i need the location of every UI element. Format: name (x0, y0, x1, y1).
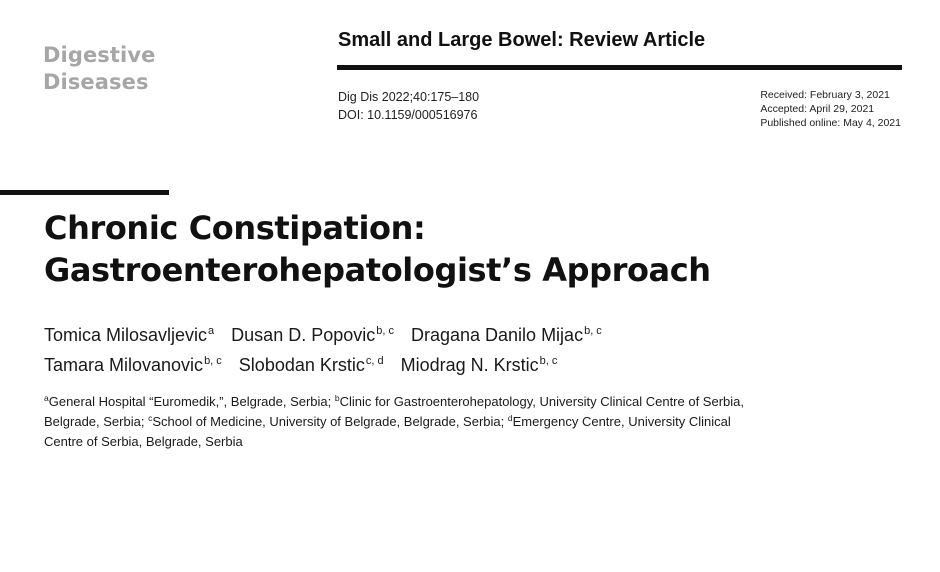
author-name: Slobodan Krstic (238, 355, 365, 375)
author-name: Miodrag N. Krstic (400, 355, 539, 375)
affiliation-text: Emergency Centre, University Clinical Centre of Serbia, Belgrade, Serbia (44, 414, 731, 449)
affiliations (44, 392, 744, 452)
publication-dates (760, 88, 901, 130)
author (411, 325, 602, 345)
section-heading: Small and Large Bowel: Review Article (338, 29, 706, 51)
author-line (44, 320, 904, 350)
citation-doi[interactable]: DOI: 10.1159/000516976 (338, 108, 478, 122)
author-name: Tamara Milovanovic (44, 355, 204, 375)
author-affiliation-mark: b, c (584, 325, 602, 337)
affiliation-text: Clinic for Gastroenterohepatology, University Clinical Centre of Serbia, Belgrade, Serbia; (44, 394, 744, 429)
affiliation-text: General Hospital “Euromedik,”, Belgrade, Serbia; (48, 394, 335, 409)
affiliation-mark: d (507, 413, 513, 423)
date-accepted: Accepted: April 29, 2021 (760, 103, 875, 115)
title-divider (0, 190, 169, 195)
author-line (44, 350, 904, 380)
author (401, 355, 558, 375)
affiliation-text: School of Medicine, University of Belgrade, Belgrade, Serbia; (152, 414, 508, 429)
affiliation-mark: a (44, 393, 49, 403)
author-name: Tomica Milosavljevic (44, 325, 208, 345)
author-affiliation-mark: a (208, 325, 215, 337)
citation-block (338, 88, 479, 124)
journal-name-line-1: Digestive (43, 43, 156, 67)
author-name: Dragana Danilo Mijac (410, 325, 584, 345)
affiliation-mark: c (148, 413, 153, 423)
author-list (44, 320, 904, 380)
author (44, 325, 214, 345)
author-affiliation-mark: b, c (539, 355, 558, 367)
article-title (44, 207, 711, 291)
author-affiliation-mark: c, d (365, 355, 384, 367)
author-affiliation-mark: b, c (204, 355, 222, 367)
date-published: Published online: May 4, 2021 (760, 117, 901, 129)
article-title-line-1: Chronic Constipation: (44, 209, 426, 247)
article-title-line-2: Gastroenterohepatologist’s Approach (44, 251, 711, 289)
author-name: Dusan D. Popovic (231, 325, 376, 345)
date-received: Received: February 3, 2021 (760, 89, 890, 101)
citation-reference: Dig Dis 2022;40:175–180 (338, 90, 480, 104)
author-affiliation-mark: b, c (376, 325, 394, 337)
journal-name-line-2: Diseases (43, 70, 149, 94)
journal-logo (43, 42, 155, 96)
author (44, 355, 222, 375)
affiliation-mark: b (334, 393, 340, 403)
section-divider (337, 65, 902, 70)
author (239, 355, 384, 375)
author (231, 325, 394, 345)
